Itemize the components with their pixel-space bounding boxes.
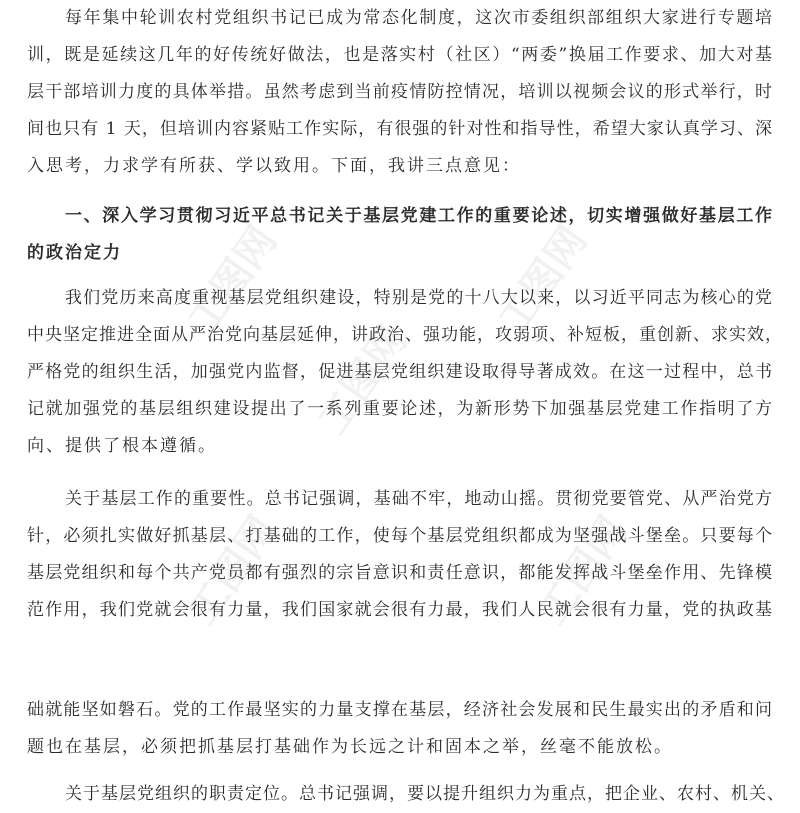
text-line: 题也在基层，必须把抓基层打基础作为长远之计和固本之举，丝毫不能放松。 <box>27 737 673 757</box>
text-line: 训，既是延续这几年的好传统好做法，也是落实村（社区）“两委”换届工作要求、加大对基 <box>27 45 773 65</box>
text-line: 间也只有 1 天，但培训内容紧贴工作实际，有很强的针对性和指导性，希望大家认真学习、深 <box>27 119 773 139</box>
text-line: 层干部培训力度的具体举措。虽然考虑到当前疫情防控情况，培训以视频会议的形式举行，时 <box>27 82 773 102</box>
text-line: 记就加强党的基层组织建设提出了一系列重要论述，为新形势下加强基层党建工作指明了方 <box>27 399 773 419</box>
text-line: 针，必须扎实做好抓基层、打基础的工作，使每个基层党组织都成为坚强战斗堡垒。只要每个 <box>27 526 773 546</box>
text-line: 关于基层党组织的职责定位。总书记强调，要以提升组织力为重点，把企业、农村、机关、 <box>65 784 785 804</box>
text-line: 每年集中轮训农村党组织书记已成为常态化制度，这次市委组织部组织大家进行专题培 <box>65 8 773 28</box>
heading-line: 的政治定力 <box>27 243 122 263</box>
text-line: 范作用，我们党就会很有力量，我们国家就会很有力最，我们人民就会很有力量，党的执政基 <box>27 600 773 620</box>
watermark: 工图网 <box>179 218 287 343</box>
text-line: 向、提供了根本遵循。 <box>27 436 217 456</box>
watermark: 工图网 <box>489 218 597 343</box>
watermark: 工图网 <box>529 508 637 633</box>
text-line: 严格党的组织生活，加强党内监督，促进基层党组织建设取得导著成效。在这一过程中，总书 <box>27 362 773 382</box>
body-paragraph <box>27 776 785 813</box>
text-line: 我们党历来高度重视基层党组织建设，特别是党的十八大以来，以习近平同志为核心的党 <box>65 288 773 308</box>
document-page <box>27 0 785 813</box>
watermark: 工图网 <box>179 508 287 633</box>
watermark: 工图网 <box>309 318 417 443</box>
body-paragraph <box>27 481 773 766</box>
text-line: 基层党组织和每个共产党员都有强烈的宗旨意识和责任意识，都能发挥战斗堡垒作用、先锋模 <box>27 563 773 583</box>
body-paragraph <box>27 280 783 465</box>
text-line: 中央坚定推进全面从严治党向基层延伸，讲政治、强功能，攻弱项、补短板，重创新、求实效， <box>27 325 783 345</box>
section-heading <box>27 198 773 272</box>
text-line: 关于基层工作的重要性。总书记强调，基础不牢，地动山摇。贯彻党要管党、从严治党方 <box>65 489 773 509</box>
text-line: 入思考，力求学有所获、学以致用。下面，我讲三点意见： <box>27 156 521 176</box>
heading-line: 一、深入学习贯彻习近平总书记关于基层党建工作的重要论述，切实增强做好基层工作 <box>65 206 773 226</box>
text-line: 础就能坚如磐石。党的工作最坚实的力量支撑在基层，经济社会发展和民生最实出的矛盾和问 <box>27 700 773 720</box>
intro-paragraph <box>27 0 773 185</box>
